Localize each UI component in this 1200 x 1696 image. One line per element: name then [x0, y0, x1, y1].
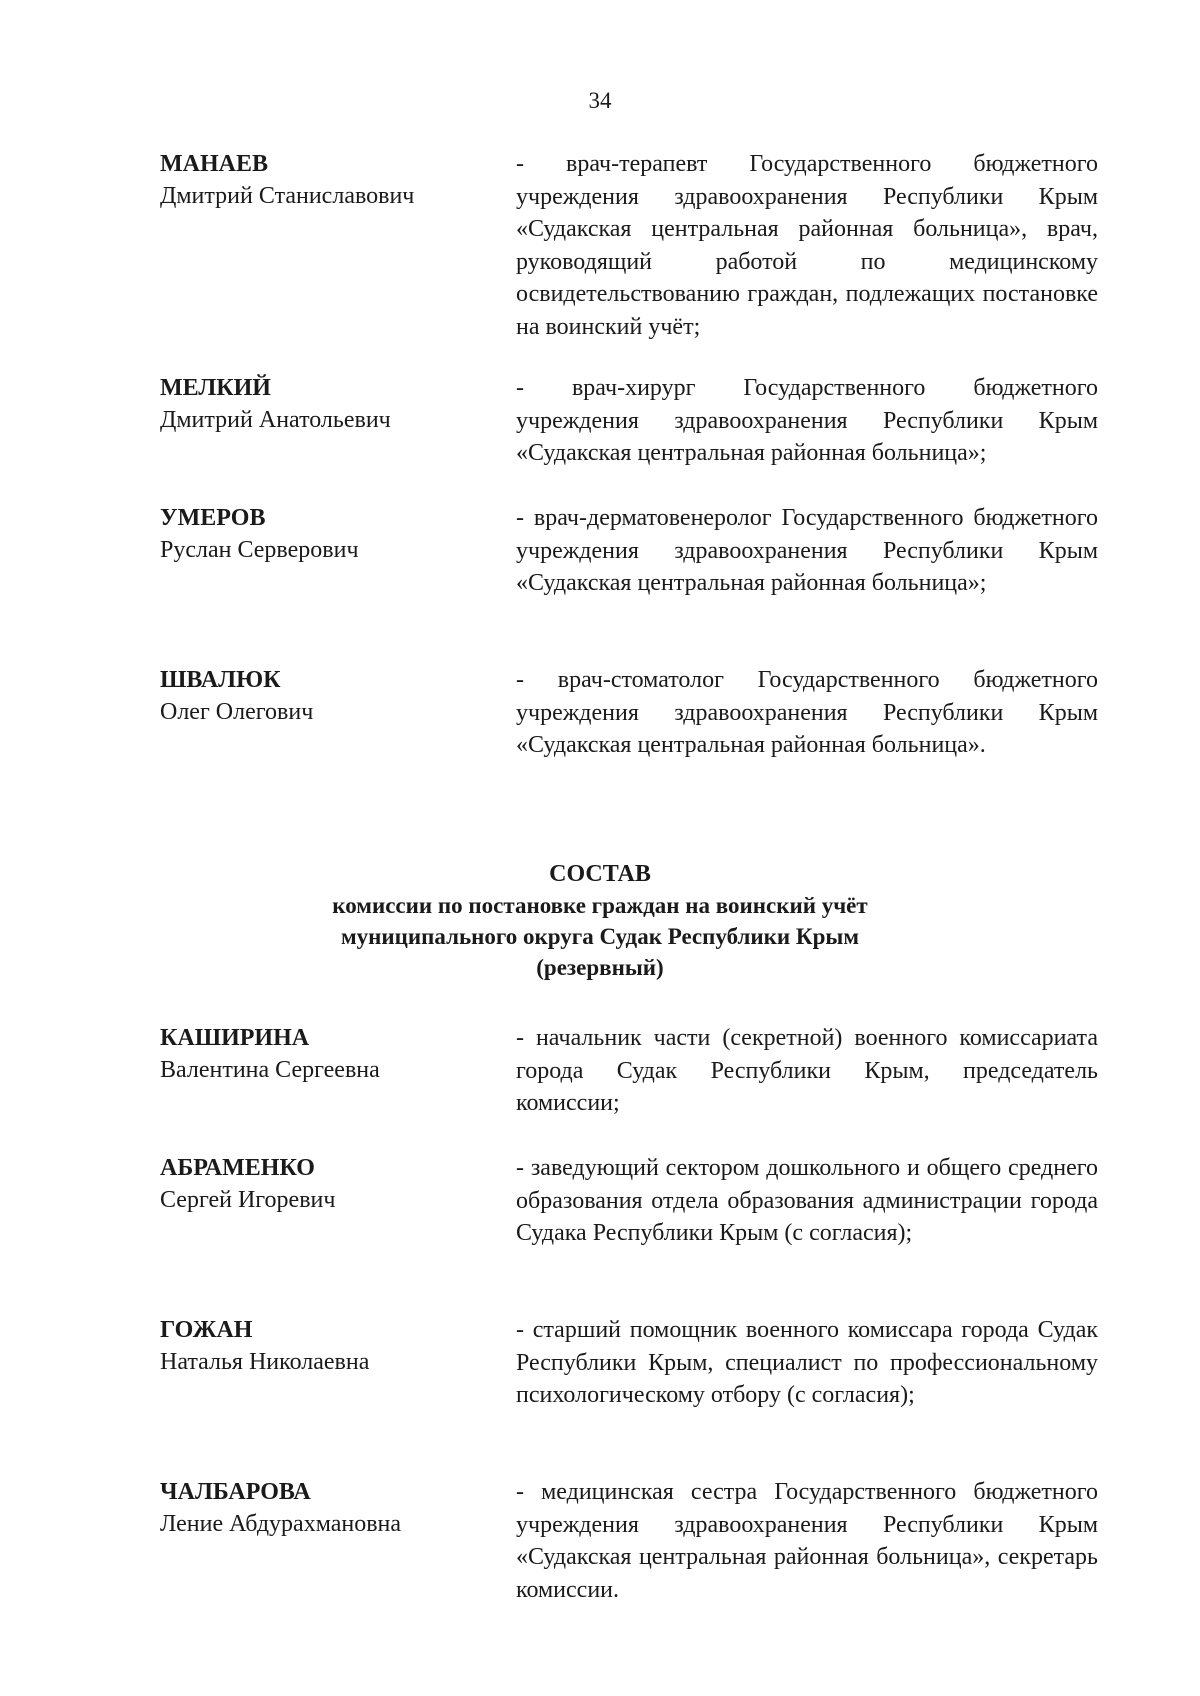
heading-line: комиссии по постановке граждан на воинский учёт [332, 893, 868, 918]
member-name [160, 372, 490, 436]
member-surname: АБРАМЕНКО [160, 1155, 315, 1181]
member-given-names: Валентина Сергеевна [160, 1057, 380, 1083]
member-name [160, 1152, 490, 1216]
member-name [160, 148, 490, 212]
section-heading [0, 858, 1200, 983]
heading-line: (резервный) [536, 955, 664, 980]
member-name [160, 502, 490, 566]
member-name [160, 664, 490, 728]
member-surname: ШВАЛЮК [160, 667, 281, 693]
member-given-names: Олег Олегович [160, 699, 314, 725]
member-given-names: Ление Абдурахмановна [160, 1511, 402, 1537]
member-description: - врач-дерматовенеролог Государственного бюджетного учреждения здравоохранения Республики Крым «Судакская центральная районная больница»; [516, 505, 1098, 596]
member-name [160, 1314, 490, 1378]
member-description: - старший помощник военного комиссара города Судак Республики Крым, специалист по профессиональному психологическому отбору (с согласия); [516, 1317, 1098, 1408]
member-given-names: Руслан Серверович [160, 537, 359, 563]
member-description: - заведующий сектором дошкольного и общего среднего образования отдела образования администрации города Судака Республики Крым (с согласия); [516, 1155, 1098, 1246]
member-surname: КАШИРИНА [160, 1025, 310, 1051]
member-description: - медицинская сестра Государственного бюджетного учреждения здравоохранения Республики Крым «Судакская центральная районная больница», секретарь комиссии. [516, 1479, 1098, 1603]
member-description: - врач-терапевт Государственного бюджетного учреждения здравоохранения Республики Крым «Судакская центральная районная больница», врач, руководящий работой по медицинскому освидетельствованию граждан, подлежащих постановке на воинский учёт; [516, 151, 1098, 340]
member-name [160, 1476, 490, 1540]
member-given-names: Наталья Николаевна [160, 1349, 370, 1375]
member-description: - начальник части (секретной) военного комиссариата города Судак Республики Крым, председатель комиссии; [516, 1025, 1098, 1116]
member-surname: МЕЛКИЙ [160, 375, 271, 401]
heading-title: СОСТАВ [549, 861, 651, 887]
member-given-names: Сергей Игоревич [160, 1187, 336, 1213]
member-given-names: Дмитрий Станиславович [160, 183, 415, 209]
member-surname: УМЕРОВ [160, 505, 266, 531]
member-given-names: Дмитрий Анатольевич [160, 407, 391, 433]
heading-line: муниципального округа Судак Республики Крым [340, 924, 860, 949]
member-description: - врач-стоматолог Государственного бюджетного учреждения здравоохранения Республики Крым «Судакская центральная районная больница». [516, 667, 1098, 758]
member-surname: МАНАЕВ [160, 151, 268, 177]
member-description: - врач-хирург Государственного бюджетного учреждения здравоохранения Республики Крым «Судакская центральная районная больница»; [516, 375, 1098, 466]
member-name [160, 1022, 490, 1086]
member-surname: ЧАЛБАРОВА [160, 1479, 311, 1505]
page-number: 34 [588, 88, 612, 113]
member-surname: ГОЖАН [160, 1317, 253, 1343]
